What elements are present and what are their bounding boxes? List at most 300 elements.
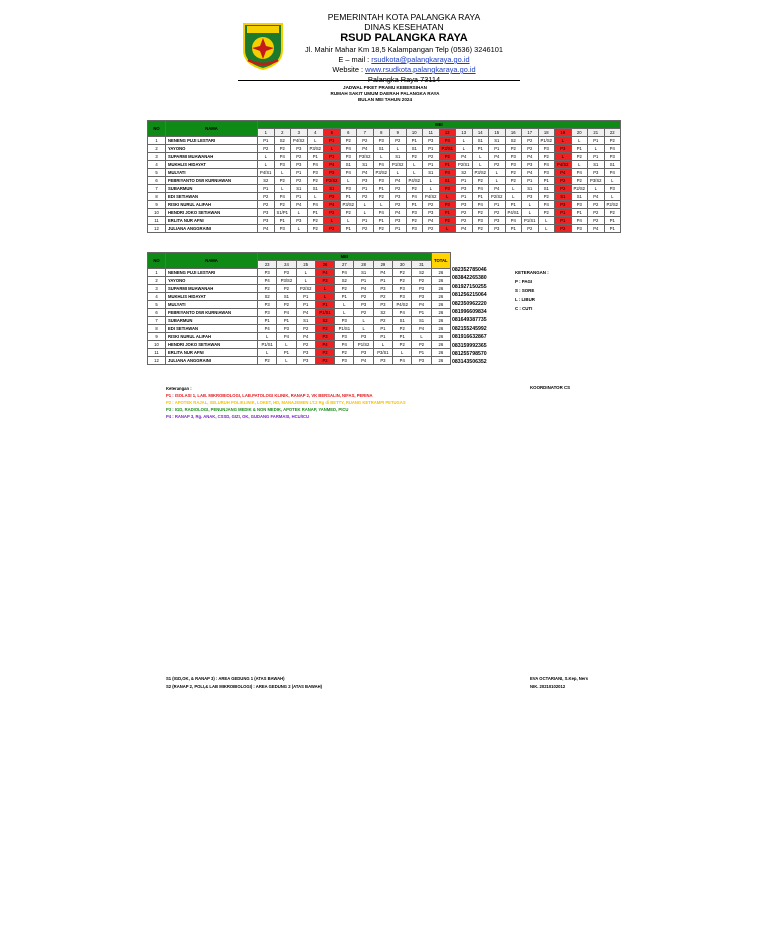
table-row [148,217,621,225]
shift-cell: P1 [354,277,373,285]
signature-block [530,675,588,690]
total-cell: 26 [431,333,450,341]
shift-cell: P1/S1 [335,325,354,333]
shift-cell: L [354,325,373,333]
shift-cell: P1 [307,209,324,217]
shift-cell: P3 [456,201,473,209]
shift-cell: P1 [489,201,506,209]
shift-cell: P1 [571,145,588,153]
shift-cell: P3 [555,201,572,209]
row-number: 12 [148,225,166,233]
shift-cell: L [307,193,324,201]
shift-cell: P3/S2 [588,177,605,185]
legend-p3: P3 : IGD, RADIOLOGI, PENUNJANG MEDIK & NON MEDIK, APOTEK RANAP, YANMED, PICU [166,407,349,412]
shift-cell: L [373,153,390,161]
shift-cell: P2 [472,225,489,233]
shift-cell: L [373,201,390,209]
shift-cell: P1 [296,293,315,301]
shift-cell: P1 [335,293,354,301]
shift-cell: P4 [555,169,572,177]
shift-cell: P2 [406,217,423,225]
shift-cell: P2 [315,325,334,333]
shift-cell: P2 [555,185,572,193]
shift-cell: P1 [423,145,440,153]
shift-cell: P1 [315,301,334,309]
shift-cell: P3 [373,357,392,365]
shift-cell: P1 [357,185,374,193]
shift-cell: P3 [423,137,440,145]
shift-cell: P2 [522,137,539,145]
shift-cell: P2 [335,349,354,357]
phone-number: 083143506352 [452,359,487,366]
phone-number: 081649387735 [452,317,487,324]
shift-cell: L [373,341,392,349]
staff-name: EDI SETIAWAN [166,325,258,333]
phone-number: 081255798570 [452,351,487,358]
staff-name: MULYATI [166,301,258,309]
shift-cell: P2 [274,177,291,185]
shift-cell: P2 [505,169,522,177]
row-number: 2 [148,277,166,285]
shift-cell: P2 [393,325,412,333]
row-number: 9 [148,201,166,209]
shift-cell: P3/S1 [373,349,392,357]
shift-cell: P2 [522,145,539,153]
shift-cell: P1 [406,137,423,145]
shift-cell: P4 [373,161,390,169]
shift-cell: L [588,145,605,153]
shift-cell: P3 [489,225,506,233]
shift-cell: P3 [571,201,588,209]
row-number: 9 [148,333,166,341]
document-title [200,85,570,103]
table-row [148,357,451,365]
shift-cell: P4 [390,209,407,217]
area-legend [166,385,406,420]
month-header: MEI [258,121,621,129]
shift-cell: P3 [291,145,308,153]
shift-cell: P2 [538,153,555,161]
shift-cell: S1/P1 [274,209,291,217]
shift-cell: L [274,169,291,177]
email-line: E – mail : rsudkota@palangkaraya.go.id [338,55,470,64]
shift-cell: P3 [538,169,555,177]
total-cell: 26 [431,349,450,357]
hospital-name: RSUD PALANGKA RAYA [340,32,468,44]
total-cell: 26 [431,269,450,277]
shift-cell: P2 [588,201,605,209]
shift-cell: L [439,225,456,233]
shift-cell: P4 [522,153,539,161]
phone-number: 081916632867 [452,334,487,341]
shift-cell: P4 [604,169,621,177]
shift-cell: P4 [390,177,407,185]
shift-cell: P2 [373,193,390,201]
shift-cell: P3/S2 [307,145,324,153]
shift-cell: P2/S1 [456,161,473,169]
shift-cell: P3 [390,193,407,201]
row-number: 10 [148,341,166,349]
shift-cell: P3 [412,357,431,365]
shift-cell: P3 [258,209,275,217]
shift-cell: P2 [340,209,357,217]
shift-cell: P4/S2 [393,301,412,309]
table-row [148,225,621,233]
shift-cell: P4 [393,357,412,365]
shift-cell: P3 [456,185,473,193]
code-p: P : PAGI [515,279,533,284]
day-header: 15 [489,129,506,137]
day-header: 2 [274,129,291,137]
title-line-3: BULAN MEI TAHUN 2024 [357,97,413,102]
shift-cell: P4 [456,225,473,233]
shift-cell: P3 [357,177,374,185]
shift-cell: P1 [456,177,473,185]
day-header: 21 [588,129,605,137]
shift-cell: P3/S2 [340,201,357,209]
shift-cell: P4/S2 [423,193,440,201]
code-legend-title: KETERANGAN : [515,270,549,275]
shift-cell: P1 [505,225,522,233]
shift-cell: S1 [489,137,506,145]
day-header: 3 [291,129,308,137]
shift-cell: L [258,161,275,169]
row-number: 7 [148,185,166,193]
legend-p1: P1 : ISOLASI 1, LAB. MIKROBIOLOGI, LAB.PATOLOGI KLINIK, RANAP 2, VK BERSALIN, NIFAS, PERINA [166,393,373,398]
shift-cell: P1 [277,349,296,357]
website-link[interactable]: www.rsudkota.palangkaraya.go.id [365,65,476,74]
shift-cell: P4 [335,341,354,349]
shift-cell: P4 [291,201,308,209]
shift-cell: L [335,309,354,317]
shift-cell: P2 [393,341,412,349]
table-row [148,137,621,145]
day-header: 31 [412,261,431,269]
shift-cell: P2 [373,293,392,301]
signatory-name: EVA OCTARIANI, S.Kep, Ners [530,676,589,681]
shift-cell: P2 [439,153,456,161]
shift-cell: P4 [357,145,374,153]
shift-cell: P1 [456,193,473,201]
shift-cell: P1 [588,137,605,145]
shift-cell: P2 [390,201,407,209]
shift-cell: L [335,301,354,309]
table-row [148,341,451,349]
shift-cell: P2 [538,209,555,217]
day-header: 23 [258,261,277,269]
shift-cell: P4 [522,169,539,177]
shift-cell: P2 [604,137,621,145]
shift-cell: P2 [604,209,621,217]
shift-cell: P2 [406,153,423,161]
phone-number: 081927150255 [452,283,487,290]
table-row [148,325,451,333]
shift-cell: S1 [588,161,605,169]
shift-cell: P2 [357,193,374,201]
legend-p2: P2 : APOTEK RAJAL, SELURUH POLIKLINIK, LOKET, HD, MANAJEMEN LT.2 Rg di BETTY, RUANG KETRAMPI PETUGAS [166,400,406,405]
shift-cell: P2 [274,145,291,153]
table-row [148,293,451,301]
shift-cell: L [390,145,407,153]
shift-cell: L [258,153,275,161]
phone-list [452,266,487,367]
shift-cell: P3 [406,209,423,217]
table-row [148,269,451,277]
shift-cell: P4 [439,137,456,145]
shift-cell: P4 [277,309,296,317]
letterhead [236,12,522,82]
shift-cell: P2/S2 [324,177,341,185]
shift-cell: P2 [296,341,315,349]
shift-cell: P4 [439,169,456,177]
shift-cell: L [571,137,588,145]
shift-cell: P4 [258,325,277,333]
total-cell: 26 [431,277,450,285]
name-header: NAMA [166,121,258,137]
row-number: 1 [148,269,166,277]
total-cell: 26 [431,293,450,301]
shift-cell: S2 [335,277,354,285]
shift-cell: P4 [307,161,324,169]
staff-name: NENENG PUJI LESTARI [166,269,258,277]
shift-cell: P3 [604,185,621,193]
phone-number: 083159992365 [452,342,487,349]
shift-cell: L [423,177,440,185]
staff-name: SUPARMI MUAWANAH [166,153,258,161]
shift-cell: P3 [258,309,277,317]
shift-cell: P3 [472,217,489,225]
shift-cell: L [456,145,473,153]
shift-cell: P1 [291,169,308,177]
shift-cell: P2 [258,201,275,209]
shift-cell: P4 [274,153,291,161]
shift-cell: P3 [258,301,277,309]
shift-cell: P3 [335,357,354,365]
shift-cell: P2 [489,209,506,217]
staff-name: HENDRI JOKO SETIAWAN [166,209,258,217]
shift-cell: P1 [373,217,390,225]
shift-cell: P2 [393,269,412,277]
shift-cell: L [588,185,605,193]
shift-cell: P3 [439,201,456,209]
total-cell: 26 [431,285,450,293]
shift-cell: P2 [291,153,308,161]
dept-line: DINAS KESEHATAN [364,22,444,32]
day-header: 28 [354,261,373,269]
shift-cell: S1 [472,137,489,145]
name-header: NAMA [166,253,258,269]
shift-cell: S1 [406,145,423,153]
shift-cell: P4 [373,209,390,217]
shift-cell: P4/S1 [258,169,275,177]
shift-cell: P3 [307,169,324,177]
shift-cell: P2 [307,225,324,233]
shift-cell: L [456,137,473,145]
shift-cell: P3/S1 [439,145,456,153]
shift-cell: P1/S2 [390,161,407,169]
shift-cell: P3 [324,169,341,177]
shift-cell: P4 [571,217,588,225]
shift-cell: P1 [277,317,296,325]
day-header: 14 [472,129,489,137]
shift-cell: S2 [456,169,473,177]
staff-name: FEBRIYANTO DWI KURNIAWAN [166,309,258,317]
shift-cell: P4 [412,301,431,309]
shift-cell: P2 [406,185,423,193]
shift-cell: S1 [538,185,555,193]
shift-cell: L [274,185,291,193]
shift-cell: P2 [258,285,277,293]
shift-cell: P3 [258,217,275,225]
shift-cell: L [604,177,621,185]
coordinator-label: KOORDINATOR CS [530,385,571,390]
shift-cell: P2 [315,349,334,357]
shift-cell: P1/S1 [315,309,334,317]
shift-cell: P4/S2 [555,161,572,169]
shift-cell: P3 [588,169,605,177]
shift-cell: P4 [412,325,431,333]
shift-cell: P1 [588,153,605,161]
shift-cell: P3 [258,269,277,277]
shift-cell: P2 [412,277,431,285]
table-row [148,309,451,317]
total-cell: 26 [431,341,450,349]
shift-cell: S1 [604,161,621,169]
shift-cell: P2 [505,145,522,153]
shift-cell: P1 [555,209,572,217]
day-header: 12 [439,129,456,137]
staff-name: HENDRI JOKO SETIAWAN [166,341,258,349]
shift-cell: P3 [393,285,412,293]
shift-cell: P2 [588,209,605,217]
row-number: 3 [148,153,166,161]
shift-cell: P2 [324,209,341,217]
shift-cell: L [604,193,621,201]
shift-cell: P3 [439,185,456,193]
day-header: 17 [522,129,539,137]
shift-cell: L [555,137,572,145]
shift-cell: S1 [307,185,324,193]
shift-cell: P3 [340,153,357,161]
day-header: 16 [505,129,522,137]
shift-cell: L [324,145,341,153]
shift-cell: P4 [335,269,354,277]
shift-cell: P3 [538,145,555,153]
shift-cell: L [277,357,296,365]
shift-cell: P4 [588,193,605,201]
shift-cell: P3 [296,349,315,357]
row-number: 6 [148,309,166,317]
code-c: C : CUTI [515,306,533,311]
shift-cell: P1 [439,209,456,217]
shift-cell: S1 [357,161,374,169]
shift-cell: P2 [588,217,605,225]
staff-name: JULIANA ANGGRAINI [166,225,258,233]
shift-cell: S1 [277,293,296,301]
title-line-2: RUMAH SAKIT UMUM DAERAH PALANGKA RAYA [330,91,440,96]
shift-cell: P4 [489,153,506,161]
title-line-1: JADWAL PIKET PRAMU KEBERSIHAN [343,85,427,90]
shift-cell: P1 [296,301,315,309]
shift-cell: P3 [423,209,440,217]
day-header: 9 [390,129,407,137]
staff-name: EDI SETIAWAN [166,193,258,201]
shift-cell: L [258,349,277,357]
shift-cell: L [505,193,522,201]
shift-cell: P3 [277,269,296,277]
day-header: 1 [258,129,275,137]
email-link[interactable]: rsudkota@palangkaraya.go.id [371,55,470,64]
shift-cell: L [472,161,489,169]
shift-cell: L [489,169,506,177]
shift-cell: S1 [340,161,357,169]
schedule-table-2 [147,252,451,365]
shift-cell: L [571,161,588,169]
header-row [148,253,451,261]
shift-cell: L [315,293,334,301]
shift-cell: P3 [291,161,308,169]
shift-cell: P3 [390,217,407,225]
shift-cell: P2 [335,285,354,293]
shift-cell: P4 [456,153,473,161]
table-row [148,153,621,161]
shift-cell: L [472,153,489,161]
shift-cell: P4 [472,201,489,209]
shift-cell: L [538,225,555,233]
shift-cell: P3 [604,153,621,161]
shift-cell: L [324,217,341,225]
shift-cell: P1/S1 [522,217,539,225]
month-header: MEI [258,253,432,261]
table-row [148,349,451,357]
day-header: 18 [538,129,555,137]
table-row [148,169,621,177]
shift-cell: S2 [315,317,334,325]
shift-cell: P1 [307,153,324,161]
shift-cell: L [354,317,373,325]
shift-cell: P4 [406,193,423,201]
shift-cell: S1 [439,177,456,185]
staff-name: SUBARMUN [166,317,258,325]
shift-cell: P3 [522,193,539,201]
shift-cell: P2 [373,225,390,233]
staff-name: JULIANA ANGGRAINI [166,357,258,365]
table-row [148,201,621,209]
shift-cell: P3 [354,301,373,309]
shift-cell: L [307,137,324,145]
row-number: 4 [148,161,166,169]
shift-cell: P1 [357,217,374,225]
shift-cell: P2 [315,357,334,365]
shift-cell: P4 [373,269,392,277]
shift-cell: P2 [423,225,440,233]
staff-name: MUKHLIS HIDAYAT [166,293,258,301]
table-row [148,185,621,193]
shift-cell: P4 [274,193,291,201]
shift-cell: P2 [423,201,440,209]
shift-cell: P2 [258,145,275,153]
total-cell: 26 [431,301,450,309]
shift-cell: P4 [357,169,374,177]
shift-cell: L [296,269,315,277]
shift-cell: P1 [258,137,275,145]
shift-cell: P4 [307,201,324,209]
shift-cell: L [439,193,456,201]
shift-cell: P4 [604,145,621,153]
shift-cell: P4 [489,185,506,193]
shift-cell: P4 [258,277,277,285]
shift-cell: P4 [258,225,275,233]
